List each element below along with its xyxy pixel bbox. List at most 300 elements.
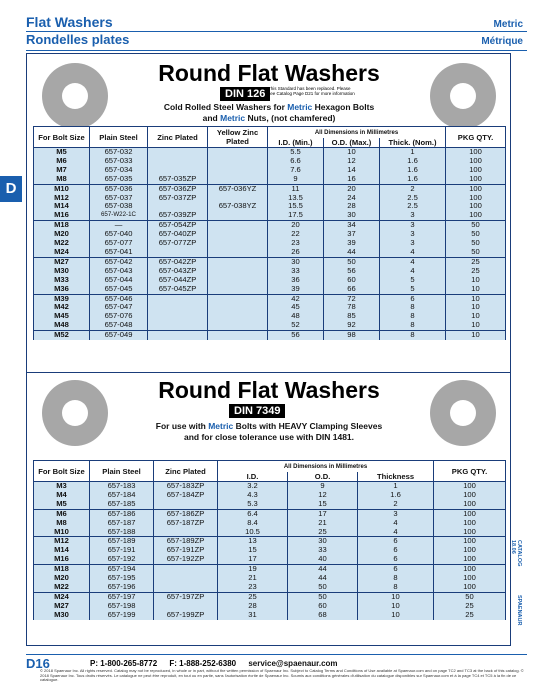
cell-yellow: 657-036YZ <box>208 184 268 193</box>
cell-thick: 8 <box>380 321 446 330</box>
cell-od: 50 <box>288 583 358 592</box>
cell-zinc: 657-045ZP <box>148 285 208 294</box>
cell-size: M16 <box>34 555 90 564</box>
cell-size: M14 <box>34 546 90 555</box>
cell-thick: 1.6 <box>380 157 446 166</box>
cell-zinc: 657-184ZP <box>154 491 218 500</box>
cell-plain: 657-041 <box>90 248 148 257</box>
col-header-dims: All Dimensions in Millimetres <box>268 127 446 139</box>
fax-number: F: 1-888-252-6380 <box>169 659 237 668</box>
col-header-id: I.D. (Min.) <box>268 138 324 148</box>
cell-size: M33 <box>34 276 90 285</box>
table-row <box>34 194 506 203</box>
cell-zinc <box>154 574 218 583</box>
cell-thick: 1.6 <box>358 491 434 500</box>
cell-thick: 4 <box>380 267 446 276</box>
din126-table <box>33 126 506 340</box>
cell-thick: 8 <box>380 312 446 321</box>
cell-id: 31 <box>218 611 288 620</box>
cell-zinc <box>148 166 208 175</box>
cell-pkg: 50 <box>434 592 506 601</box>
cell-thick: 3 <box>380 211 446 220</box>
cell-pkg: 100 <box>446 166 506 175</box>
cell-od: 12 <box>324 157 380 166</box>
cell-zinc: 657-039ZP <box>148 211 208 220</box>
cell-pkg: 100 <box>446 148 506 157</box>
header-rule <box>26 31 527 32</box>
table-row <box>34 267 506 276</box>
cell-yellow <box>208 312 268 321</box>
cell-pkg: 100 <box>434 500 506 509</box>
cell-size: M12 <box>34 194 90 203</box>
cell-zinc <box>148 312 208 321</box>
cell-zinc: 657-036ZP <box>148 184 208 193</box>
table-row <box>34 500 506 509</box>
cell-thick: 6 <box>380 294 446 303</box>
cell-zinc <box>148 148 208 157</box>
table-row <box>34 592 506 601</box>
cell-size: M12 <box>34 537 90 546</box>
cell-id: 28 <box>218 602 288 611</box>
cell-id: 3.2 <box>218 482 288 491</box>
header-metric-en: Metric <box>493 19 523 30</box>
cell-id: 23 <box>218 583 288 592</box>
cell-yellow <box>208 267 268 276</box>
cell-id: 7.6 <box>268 166 324 175</box>
cell-zinc <box>154 565 218 574</box>
cell-pkg: 100 <box>434 565 506 574</box>
cell-plain: 657-040 <box>90 230 148 239</box>
cell-zinc <box>148 294 208 303</box>
section-tab[interactable]: D <box>0 176 22 202</box>
washer-image <box>42 63 108 129</box>
cell-thick: 4 <box>358 519 434 528</box>
cell-od: 16 <box>324 175 380 184</box>
table-row <box>34 184 506 193</box>
cell-yellow <box>208 321 268 330</box>
cell-size: M20 <box>34 230 90 239</box>
cell-od: 34 <box>324 221 380 230</box>
cell-plain: 657-199 <box>90 611 154 620</box>
cell-zinc: 657-043ZP <box>148 267 208 276</box>
col-header-zinc: Zinc Plated <box>148 127 208 148</box>
table-row <box>34 574 506 583</box>
cell-thick: 10 <box>358 611 434 620</box>
cell-pkg: 100 <box>434 546 506 555</box>
cell-thick: 3 <box>358 509 434 518</box>
din7349-subtitle-line2: and for close tolerance use with DIN 1481. <box>183 432 355 442</box>
cell-id: 22 <box>268 230 324 239</box>
cell-zinc: 657-189ZP <box>154 537 218 546</box>
din126-subtitle <box>110 102 428 124</box>
cell-pkg: 10 <box>446 303 506 312</box>
washer-image <box>42 380 108 446</box>
cell-pkg: 50 <box>446 221 506 230</box>
table-row <box>34 611 506 620</box>
cell-plain: 657-049 <box>90 331 148 340</box>
cell-id: 45 <box>268 303 324 312</box>
table-row <box>34 257 506 266</box>
cell-thick: 2.5 <box>380 194 446 203</box>
cell-od: 37 <box>324 230 380 239</box>
cell-od: 10 <box>324 148 380 157</box>
cell-plain: 657-036 <box>90 184 148 193</box>
cell-id: 4.3 <box>218 491 288 500</box>
cell-yellow <box>208 230 268 239</box>
col-header-zinc: Zinc Plated <box>154 461 218 482</box>
washer-image <box>430 63 496 129</box>
table-row <box>34 276 506 285</box>
table-row <box>34 157 506 166</box>
brand-vertical-label: SPAENAUR <box>516 595 522 626</box>
cell-plain: 657-196 <box>90 583 154 592</box>
cell-od: 39 <box>324 239 380 248</box>
cell-thick: 6 <box>358 537 434 546</box>
cell-pkg: 10 <box>446 294 506 303</box>
cell-thick: 3 <box>380 230 446 239</box>
header-rule <box>26 50 527 51</box>
cell-od: 66 <box>324 285 380 294</box>
cell-od: 15 <box>288 500 358 509</box>
cell-zinc <box>148 157 208 166</box>
cell-zinc: 657-044ZP <box>148 276 208 285</box>
din7349-badge: DIN 7349 <box>229 404 285 418</box>
cell-plain: 657-032 <box>90 148 148 157</box>
cell-id: 21 <box>218 574 288 583</box>
cell-yellow <box>208 175 268 184</box>
cell-yellow <box>208 194 268 203</box>
cell-od: 25 <box>288 528 358 537</box>
cell-pkg: 100 <box>446 157 506 166</box>
cell-size: M10 <box>34 528 90 537</box>
cell-od: 50 <box>324 257 380 266</box>
table-row <box>34 221 506 230</box>
cell-pkg: 25 <box>446 257 506 266</box>
cell-thick: 8 <box>358 574 434 583</box>
cell-size: M22 <box>34 583 90 592</box>
cell-pkg: 100 <box>434 491 506 500</box>
cell-pkg: 25 <box>434 602 506 611</box>
cell-zinc: 657-183ZP <box>154 482 218 491</box>
cell-pkg: 100 <box>446 184 506 193</box>
header-title-en: Flat Washers <box>26 14 113 30</box>
cell-id: 9 <box>268 175 324 184</box>
cell-yellow: 657-038YZ <box>208 202 268 211</box>
cell-pkg: 100 <box>434 528 506 537</box>
cell-zinc: 657-197ZP <box>154 592 218 601</box>
cell-od: 60 <box>324 276 380 285</box>
cell-thick: 2 <box>380 184 446 193</box>
cell-zinc <box>148 331 208 340</box>
cell-yellow <box>208 285 268 294</box>
cell-od: 20 <box>324 184 380 193</box>
table-row <box>34 294 506 303</box>
din7349-title: Round Flat Washers <box>158 377 380 403</box>
col-header-thick: Thickness <box>358 472 434 482</box>
cell-plain: 657-191 <box>90 546 154 555</box>
header-title-fr: Rondelles plates <box>26 32 130 47</box>
cell-id: 23 <box>268 239 324 248</box>
cell-od: 30 <box>324 211 380 220</box>
cell-thick: 10 <box>358 602 434 611</box>
cell-size: M6 <box>34 157 90 166</box>
col-header-dims: All Dimensions in Millimetres <box>218 461 434 473</box>
page-header-metric <box>481 16 523 50</box>
col-header-id: I.D. <box>218 472 288 482</box>
cell-pkg: 50 <box>446 239 506 248</box>
cell-pkg: 100 <box>446 175 506 184</box>
cell-size: M3 <box>34 482 90 491</box>
cell-id: 13.5 <box>268 194 324 203</box>
cell-zinc: 657-054ZP <box>148 221 208 230</box>
cell-thick: 1 <box>380 148 446 157</box>
cell-thick: 4 <box>358 528 434 537</box>
cell-size: M20 <box>34 574 90 583</box>
email-link[interactable]: service@spaenaur.com <box>248 659 338 668</box>
din126-subtitle-line1: Cold Rolled Steel Washers for Metric Hexagon Bolts <box>163 102 375 112</box>
cell-plain: 657-077 <box>90 239 148 248</box>
cell-od: 98 <box>324 331 380 340</box>
cell-od: 44 <box>288 565 358 574</box>
cell-yellow <box>208 248 268 257</box>
cell-pkg: 100 <box>446 194 506 203</box>
cell-od: 28 <box>324 202 380 211</box>
cell-id: 10.5 <box>218 528 288 537</box>
cell-od: 40 <box>288 555 358 564</box>
cell-plain: 657-048 <box>90 321 148 330</box>
table-row <box>34 321 506 330</box>
cell-zinc: 657-077ZP <box>148 239 208 248</box>
cell-plain: 657-184 <box>90 491 154 500</box>
cell-zinc: 657-035ZP <box>148 175 208 184</box>
cell-od: 78 <box>324 303 380 312</box>
cell-od: 21 <box>288 519 358 528</box>
cell-size: M22 <box>34 239 90 248</box>
cell-thick: 3 <box>380 221 446 230</box>
cell-zinc: 657-199ZP <box>154 611 218 620</box>
cell-od: 72 <box>324 294 380 303</box>
cell-id: 5.5 <box>268 148 324 157</box>
contact-line <box>90 659 348 668</box>
cell-plain: 657-043 <box>90 267 148 276</box>
cell-od: 24 <box>324 194 380 203</box>
cell-id: 15.5 <box>268 202 324 211</box>
cell-pkg: 100 <box>434 519 506 528</box>
cell-plain: 657-046 <box>90 294 148 303</box>
cell-id: 42 <box>268 294 324 303</box>
table-row <box>34 509 506 518</box>
cell-od: 33 <box>288 546 358 555</box>
cell-yellow <box>208 166 268 175</box>
cell-pkg: 25 <box>446 267 506 276</box>
cell-od: 68 <box>288 611 358 620</box>
cell-zinc: 657-042ZP <box>148 257 208 266</box>
cell-pkg: 100 <box>434 555 506 564</box>
cell-plain: 657-042 <box>90 257 148 266</box>
cell-thick: 6 <box>358 565 434 574</box>
cell-size: M8 <box>34 519 90 528</box>
din126-title: Round Flat Washers <box>158 60 380 86</box>
cell-thick: 2 <box>358 500 434 509</box>
table-row <box>34 546 506 555</box>
cell-zinc <box>148 321 208 330</box>
table-row <box>34 312 506 321</box>
cell-id: 20 <box>268 221 324 230</box>
cell-pkg: 10 <box>446 312 506 321</box>
cell-plain: 657-187 <box>90 519 154 528</box>
cell-id: 13 <box>218 537 288 546</box>
din126-badge: DIN 126 <box>220 87 270 101</box>
cell-size: M39 <box>34 294 90 303</box>
cell-size: M5 <box>34 500 90 509</box>
table-row <box>34 602 506 611</box>
cell-thick: 1 <box>358 482 434 491</box>
cell-od: 60 <box>288 602 358 611</box>
cell-plain: 657-185 <box>90 500 154 509</box>
cell-yellow <box>208 157 268 166</box>
cell-plain: 657-076 <box>90 312 148 321</box>
cell-od: 9 <box>288 482 358 491</box>
washer-image <box>430 380 496 446</box>
footer-rule <box>26 654 527 655</box>
cell-id: 33 <box>268 267 324 276</box>
cell-plain: 657-037 <box>90 194 148 203</box>
cell-thick: 8 <box>358 583 434 592</box>
col-header-pkg: PKG QTY. <box>434 461 506 482</box>
cell-size: M14 <box>34 202 90 211</box>
cell-size: M48 <box>34 321 90 330</box>
cell-zinc: 657-037ZP <box>148 194 208 203</box>
cell-zinc: 657-186ZP <box>154 509 218 518</box>
cell-od: 92 <box>324 321 380 330</box>
table-row <box>34 148 506 157</box>
cell-yellow <box>208 148 268 157</box>
table-row <box>34 248 506 257</box>
din7349-subtitle <box>110 421 428 443</box>
col-header-od: O.D. (Max.) <box>324 138 380 148</box>
cell-plain: 657-198 <box>90 602 154 611</box>
din7349-subtitle-line1: For use with Metric Bolts with HEAVY Clamping Sleeves <box>155 421 383 431</box>
table-row <box>34 303 506 312</box>
cell-zinc <box>148 303 208 312</box>
cell-size: M10 <box>34 184 90 193</box>
cell-size: M30 <box>34 611 90 620</box>
din126-subtitle-line2: and Metric Nuts, (not chamfered) <box>202 113 336 123</box>
cell-pkg: 10 <box>446 285 506 294</box>
cell-thick: 6 <box>358 546 434 555</box>
col-header-bolt: For Bolt Size <box>34 461 90 482</box>
table-row <box>34 175 506 184</box>
table-row <box>34 537 506 546</box>
table-row <box>34 239 506 248</box>
cell-yellow <box>208 221 268 230</box>
cell-id: 5.3 <box>218 500 288 509</box>
cell-size: M4 <box>34 491 90 500</box>
cell-id: 6.4 <box>218 509 288 518</box>
phone-number: P: 1-800-265-8772 <box>90 659 158 668</box>
cell-yellow <box>208 331 268 340</box>
cell-thick: 8 <box>380 331 446 340</box>
cell-yellow <box>208 239 268 248</box>
cell-zinc: 657-191ZP <box>154 546 218 555</box>
cell-plain: — <box>90 221 148 230</box>
cell-plain: 657-035 <box>90 175 148 184</box>
cell-plain: 657-047 <box>90 303 148 312</box>
cell-plain: 657-188 <box>90 528 154 537</box>
cell-od: 44 <box>288 574 358 583</box>
col-header-yellow: Yellow Zinc Plated <box>208 127 268 148</box>
table-row <box>34 331 506 340</box>
cell-size: M5 <box>34 148 90 157</box>
table-row <box>34 482 506 491</box>
table-row <box>34 565 506 574</box>
col-header-bolt: For Bolt Size <box>34 127 90 148</box>
cell-yellow <box>208 257 268 266</box>
cell-pkg: 100 <box>434 574 506 583</box>
cell-id: 17 <box>218 555 288 564</box>
cell-od: 12 <box>288 491 358 500</box>
cell-id: 36 <box>268 276 324 285</box>
cell-plain: 657-195 <box>90 574 154 583</box>
cell-pkg: 100 <box>446 202 506 211</box>
cell-thick: 4 <box>380 248 446 257</box>
section-divider <box>26 372 511 373</box>
table-row <box>34 211 506 220</box>
table-row <box>34 519 506 528</box>
cell-pkg: 50 <box>446 230 506 239</box>
cell-od: 56 <box>324 267 380 276</box>
cell-od: 17 <box>288 509 358 518</box>
cell-zinc <box>154 583 218 592</box>
col-header-thick: Thick. (Nom.) <box>380 138 446 148</box>
cell-od: 50 <box>288 592 358 601</box>
cell-id: 26 <box>268 248 324 257</box>
page-number: D16 <box>26 656 50 671</box>
table-row <box>34 285 506 294</box>
cell-size: M16 <box>34 211 90 220</box>
cell-size: M36 <box>34 285 90 294</box>
cell-thick: 1.6 <box>380 175 446 184</box>
cell-plain: 657-183 <box>90 482 154 491</box>
cell-id: 17.5 <box>268 211 324 220</box>
cell-thick: 10 <box>358 592 434 601</box>
cell-pkg: 100 <box>434 482 506 491</box>
din126-replaced-note: This Standard has been replaced. Please see Catalog Page D21 for more information <box>268 86 355 96</box>
cell-plain: 657-197 <box>90 592 154 601</box>
cell-zinc <box>148 202 208 211</box>
cell-plain: 657-189 <box>90 537 154 546</box>
cell-plain: 657-186 <box>90 509 154 518</box>
table-row <box>34 230 506 239</box>
header-metric-fr: Métrique <box>481 36 523 47</box>
cell-pkg: 100 <box>434 537 506 546</box>
cell-id: 8.4 <box>218 519 288 528</box>
cell-plain: 657-194 <box>90 565 154 574</box>
cell-zinc <box>154 602 218 611</box>
cell-yellow <box>208 294 268 303</box>
cell-id: 25 <box>218 592 288 601</box>
cell-thick: 2.5 <box>380 202 446 211</box>
cell-zinc <box>148 248 208 257</box>
cell-size: M18 <box>34 565 90 574</box>
cell-thick: 6 <box>358 555 434 564</box>
cell-pkg: 10 <box>446 331 506 340</box>
cell-size: M27 <box>34 602 90 611</box>
copyright-fine-print: © 2018 Spaenaur Inc. All rights reserved. Catalog may not be reproduced, in whole or in part, without the written permission of Spaenaur Inc. Subject to Catalog Terms and Conditions of Use available at Spaenaur.com and on page TC2 and TC3 at the back of this catalog. © 2018 Spaenaur Inc. Tous droits réservés. Le catalogue ne peut être reproduit, en tout ou en partie, sans l'autorisation écrite de Spaenaur Inc. Soumis aux conditions générales d'utilisation du catalogue disponibles sur Spaenaur.com et à la page TC4 et TC5 à la fin de ce catalogue. <box>40 668 524 683</box>
cell-size: M24 <box>34 248 90 257</box>
table-row <box>34 202 506 211</box>
cell-pkg: 10 <box>446 321 506 330</box>
